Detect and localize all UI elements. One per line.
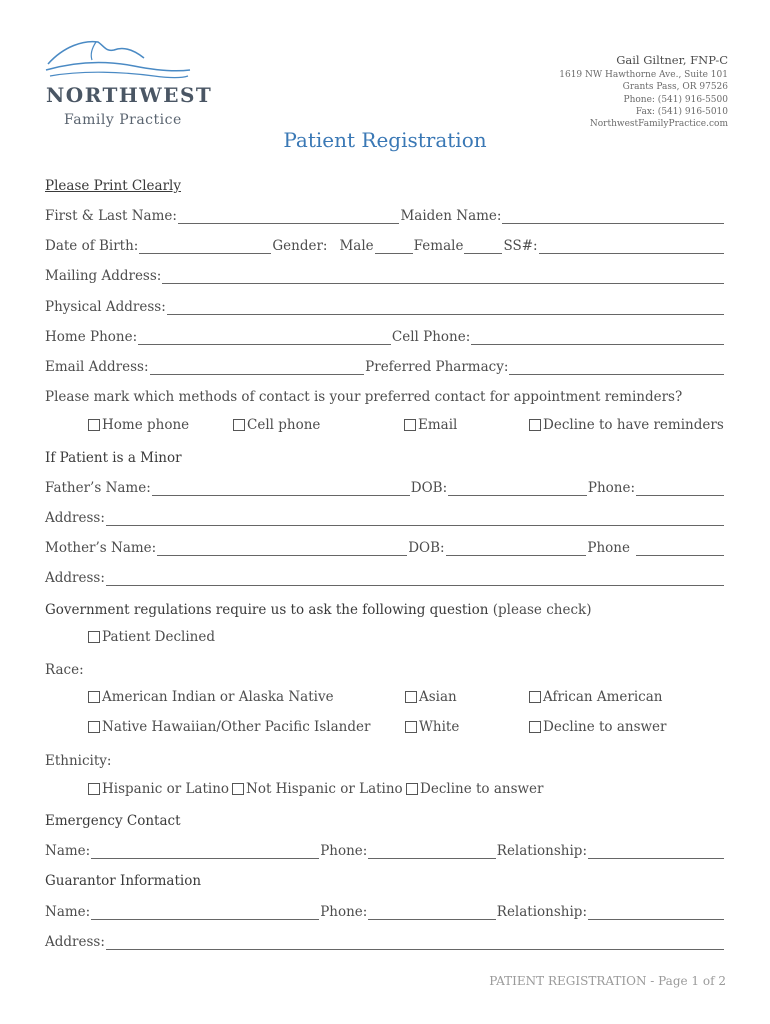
- checkbox-email[interactable]: [404, 417, 457, 433]
- physical-field[interactable]: [167, 300, 724, 315]
- father-address-field[interactable]: [106, 511, 724, 526]
- mailing-label: Mailing Address:: [45, 268, 162, 284]
- gender-label: Gender:: [272, 238, 328, 254]
- maiden-field[interactable]: [502, 209, 724, 224]
- mother-dob-field[interactable]: [446, 541, 587, 556]
- emergency-phone-field[interactable]: [368, 844, 495, 859]
- minor-heading: If Patient is a Minor: [45, 450, 182, 466]
- checkbox-home-phone[interactable]: [88, 417, 189, 433]
- male-field[interactable]: [375, 239, 413, 254]
- checkbox-hispanic[interactable]: [88, 781, 229, 797]
- mother-dob-label: DOB:: [408, 540, 445, 556]
- father-dob-label: DOB:: [410, 480, 448, 496]
- emergency-heading: Emergency Contact: [45, 813, 181, 829]
- checkbox-label: Email: [418, 417, 458, 433]
- checkbox-label: White: [419, 719, 460, 735]
- checkbox-label: Asian: [419, 689, 457, 705]
- checkbox-decline-reminders[interactable]: [529, 417, 724, 433]
- checkbox-white[interactable]: [405, 719, 459, 735]
- fax-line: Fax: (541) 916-5010: [635, 106, 728, 117]
- female-label: Female: [413, 238, 464, 254]
- phone-line: Phone: (541) 916-5500: [623, 94, 728, 105]
- emergency-relationship-field[interactable]: [588, 844, 724, 859]
- gov-heading-note: (please check): [488, 602, 592, 618]
- checkbox-label: Native Hawaiian/Other Pacific Islander: [102, 719, 371, 735]
- dob-row: [45, 232, 725, 254]
- brand-name: NORTHWEST: [46, 83, 213, 107]
- emergency-name-label: Name:: [45, 843, 91, 859]
- checkbox-patient-declined[interactable]: [88, 629, 215, 645]
- print-clearly-note: Please Print Clearly: [45, 178, 181, 194]
- mother-label: Mother’s Name:: [45, 540, 157, 556]
- checkbox-label: Decline to answer: [420, 781, 544, 797]
- father-phone-label: Phone:: [587, 480, 635, 496]
- guarantor-relationship-field[interactable]: [588, 905, 724, 920]
- guarantor-address-field[interactable]: [106, 935, 724, 950]
- city-line: Grants Pass, OR 97526: [622, 82, 728, 93]
- checkbox-icon: [405, 721, 417, 733]
- mailing-field[interactable]: [162, 269, 724, 284]
- provider-name: Gail Giltner, FNP-C: [616, 53, 728, 67]
- checkbox-icon: [529, 419, 541, 431]
- ss-label: SS#:: [503, 238, 538, 254]
- checkbox-not-hispanic[interactable]: [232, 781, 403, 797]
- brand-subtitle: Family Practice: [64, 112, 182, 128]
- race-label: Race:: [45, 662, 84, 678]
- checkbox-icon: [88, 631, 100, 643]
- home-phone-label: Home Phone:: [45, 329, 138, 345]
- father-field[interactable]: [152, 481, 410, 496]
- checkbox-label: Hispanic or Latino: [102, 781, 230, 797]
- guarantor-address-label: Address:: [45, 934, 105, 950]
- email-label: Email Address:: [45, 359, 149, 375]
- physical-label: Physical Address:: [45, 299, 166, 315]
- female-field[interactable]: [464, 239, 502, 254]
- cell-phone-label: Cell Phone:: [391, 329, 471, 345]
- mother-address-field[interactable]: [106, 571, 724, 586]
- checkbox-icon: [233, 419, 245, 431]
- mother-address-label: Address:: [45, 570, 105, 586]
- father-dob-field[interactable]: [448, 481, 587, 496]
- guarantor-name-field[interactable]: [91, 905, 319, 920]
- checkbox-icon: [88, 691, 100, 703]
- father-label: Father’s Name:: [45, 480, 151, 496]
- mother-field[interactable]: [157, 541, 407, 556]
- checkbox-label: American Indian or Alaska Native: [102, 689, 334, 705]
- guarantor-relationship-label: Relationship:: [496, 904, 587, 920]
- contact-question: Please mark which methods of contact is your preferred contact for appointment reminders?: [45, 389, 683, 405]
- checkbox-label: Decline to answer: [543, 719, 667, 735]
- page-title: Patient Registration: [283, 128, 487, 152]
- cell-phone-field[interactable]: [471, 330, 724, 345]
- checkbox-icon: [406, 783, 418, 795]
- checkbox-african-american[interactable]: [529, 689, 663, 705]
- checkbox-native-hawaiian[interactable]: [88, 719, 370, 735]
- dob-field[interactable]: [139, 239, 271, 254]
- checkbox-icon: [88, 419, 100, 431]
- checkbox-label: African American: [543, 689, 663, 705]
- pharmacy-field[interactable]: [509, 360, 724, 375]
- ss-field[interactable]: [539, 239, 724, 254]
- guarantor-phone-label: Phone:: [320, 904, 368, 920]
- pharmacy-label: Preferred Pharmacy:: [365, 359, 509, 375]
- guarantor-heading: Guarantor Information: [45, 873, 202, 889]
- male-label: Male: [339, 238, 374, 254]
- contact-block: [559, 52, 728, 130]
- address-line: 1619 NW Hawthorne Ave., Suite 101: [559, 70, 728, 80]
- checkbox-icon: [529, 721, 541, 733]
- checkbox-label: Patient Declined: [102, 629, 216, 645]
- name-row: [45, 202, 725, 224]
- checkbox-ethnicity-decline[interactable]: [406, 781, 544, 797]
- website-line: NorthwestFamilyPractice.com: [589, 119, 728, 130]
- first-last-field[interactable]: [178, 209, 400, 224]
- emergency-name-field[interactable]: [91, 844, 319, 859]
- emergency-phone-label: Phone:: [320, 843, 368, 859]
- checkbox-icon: [232, 783, 244, 795]
- checkbox-icon: [405, 691, 417, 703]
- checkbox-icon: [88, 783, 100, 795]
- mother-phone-label: Phone: [587, 540, 630, 556]
- email-field[interactable]: [150, 360, 365, 375]
- checkbox-label: Decline to have reminders: [543, 417, 724, 433]
- checkbox-american-indian[interactable]: [88, 689, 334, 705]
- checkbox-icon: [529, 691, 541, 703]
- checkbox-label: Cell phone: [247, 417, 321, 433]
- checkbox-icon: [404, 419, 416, 431]
- maiden-label: Maiden Name:: [400, 208, 502, 224]
- father-phone-field[interactable]: [636, 481, 724, 496]
- checkbox-cell-phone[interactable]: [233, 417, 320, 433]
- gov-heading: Government regulations require us to ask the following question: [45, 602, 489, 618]
- checkbox-race-decline[interactable]: [529, 719, 667, 735]
- mother-phone-field[interactable]: [636, 541, 724, 556]
- page-footer: PATIENT REGISTRATION - Page 1 of 2: [489, 974, 726, 988]
- checkbox-label: Not Hispanic or Latino: [246, 781, 403, 797]
- first-last-label: First & Last Name:: [45, 208, 177, 224]
- dob-label: Date of Birth:: [45, 238, 139, 254]
- emergency-relationship-label: Relationship:: [496, 843, 587, 859]
- guarantor-name-label: Name:: [45, 904, 91, 920]
- checkbox-asian[interactable]: [405, 689, 457, 705]
- checkbox-label: Home phone: [102, 417, 190, 433]
- checkbox-icon: [88, 721, 100, 733]
- mountain-logo-icon: [44, 36, 194, 84]
- home-phone-field[interactable]: [138, 330, 391, 345]
- guarantor-phone-field[interactable]: [368, 905, 495, 920]
- father-address-label: Address:: [45, 510, 105, 526]
- ethnicity-label: Ethnicity:: [45, 753, 112, 769]
